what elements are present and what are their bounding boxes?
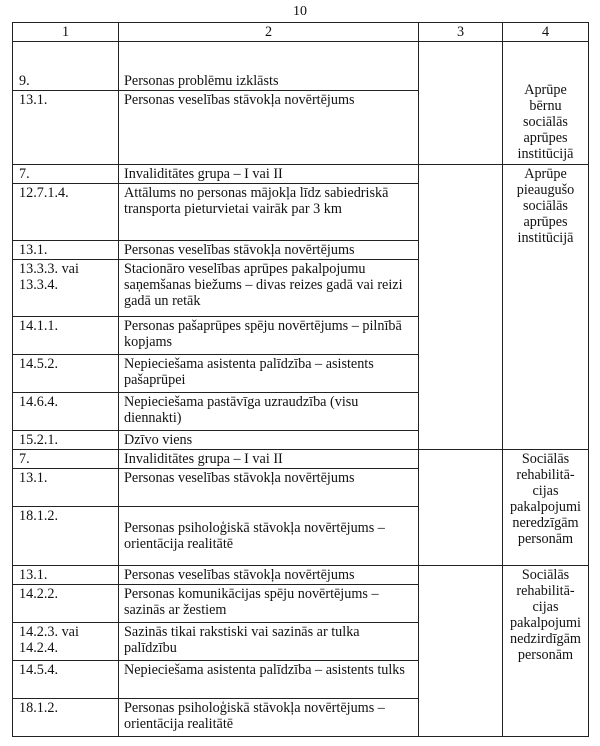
row-code: 18.1.2. — [13, 507, 119, 566]
row-code: 13.1. — [13, 469, 119, 507]
row-code: 15.2.1. — [13, 431, 119, 450]
table-row — [13, 165, 589, 184]
page-number: 10 — [293, 4, 307, 19]
row-text: Invaliditātes grupa – I vai II — [119, 450, 419, 469]
row-text: Personas komunikācijas spēju novērtējums – sazinās ar žestiem — [119, 585, 419, 623]
row-text: Invaliditātes grupa – I vai II — [119, 165, 419, 184]
column-header-3: 3 — [419, 23, 503, 42]
row-code: 14.5.4. — [13, 661, 119, 699]
row-text: Personas veselības stāvokļa novērtējums — [119, 241, 419, 260]
row-text: Attālums no personas mājokļa līdz sabiedriskā transporta pieturvietai vairāk par 3 km — [119, 184, 419, 241]
category-cell: Sociālās rehabilitā-cijas pakalpojumi neredzīgām personām — [503, 450, 589, 566]
row-text: Sazinās tikai rakstiski vai sazinās ar tulka palīdzību — [119, 623, 419, 661]
row-code: 14.2.3. vai 14.2.4. — [13, 623, 119, 661]
criteria-table — [12, 22, 589, 737]
table-row — [13, 42, 589, 91]
row-code: 9. — [13, 42, 119, 91]
row-text: Personas veselības stāvokļa novērtējums — [119, 91, 419, 165]
category-cell: Aprūpe pieaugušo sociālās aprūpes institūcijā — [503, 165, 589, 450]
row-text: Personas psiholoģiskā stāvokļa novērtējums – orientācija realitātē — [119, 507, 419, 566]
row-text: Nepieciešama asistenta palīdzība – asistents pašaprūpei — [119, 355, 419, 393]
column-3-cell — [419, 42, 503, 165]
category-cell: Aprūpe bērnu sociālās aprūpes institūcijā — [503, 42, 589, 165]
table-row — [13, 566, 589, 585]
row-text: Personas pašaprūpes spēju novērtējums – pilnībā kopjams — [119, 317, 419, 355]
table-row — [13, 450, 589, 469]
row-code: 7. — [13, 450, 119, 469]
column-header-4: 4 — [503, 23, 589, 42]
row-code: 13.3.3. vai 13.3.4. — [13, 260, 119, 317]
column-header-2: 2 — [119, 23, 419, 42]
header-row — [13, 23, 589, 42]
column-3-cell — [419, 450, 503, 566]
column-header-1: 1 — [13, 23, 119, 42]
row-text: Personas problēmu izklāsts — [119, 42, 419, 91]
row-text: Personas psiholoģiskā stāvokļa novērtējums – orientācija realitātē — [119, 699, 419, 737]
row-text: Personas veselības stāvokļa novērtējums — [119, 469, 419, 507]
column-3-cell — [419, 165, 503, 450]
row-code: 18.1.2. — [13, 699, 119, 737]
row-code: 13.1. — [13, 91, 119, 165]
row-code: 14.1.1. — [13, 317, 119, 355]
column-3-cell — [419, 566, 503, 737]
row-text: Nepieciešama pastāvīga uzraudzība (visu diennakti) — [119, 393, 419, 431]
row-code: 14.5.2. — [13, 355, 119, 393]
row-code: 12.7.1.4. — [13, 184, 119, 241]
row-text: Dzīvo viens — [119, 431, 419, 450]
row-code: 13.1. — [13, 566, 119, 585]
row-code: 14.6.4. — [13, 393, 119, 431]
row-code: 13.1. — [13, 241, 119, 260]
row-text: Nepieciešama asistenta palīdzība – asistents tulks — [119, 661, 419, 699]
row-text: Personas veselības stāvokļa novērtējums — [119, 566, 419, 585]
row-text: Stacionāro veselības aprūpes pakalpojumu saņemšanas biežums – divas reizes gadā vai reizi gadā un retāk — [119, 260, 419, 317]
row-code: 7. — [13, 165, 119, 184]
category-cell: Sociālās rehabilitā-cijas pakalpojumi nedzirdīgām personām — [503, 566, 589, 737]
row-code: 14.2.2. — [13, 585, 119, 623]
